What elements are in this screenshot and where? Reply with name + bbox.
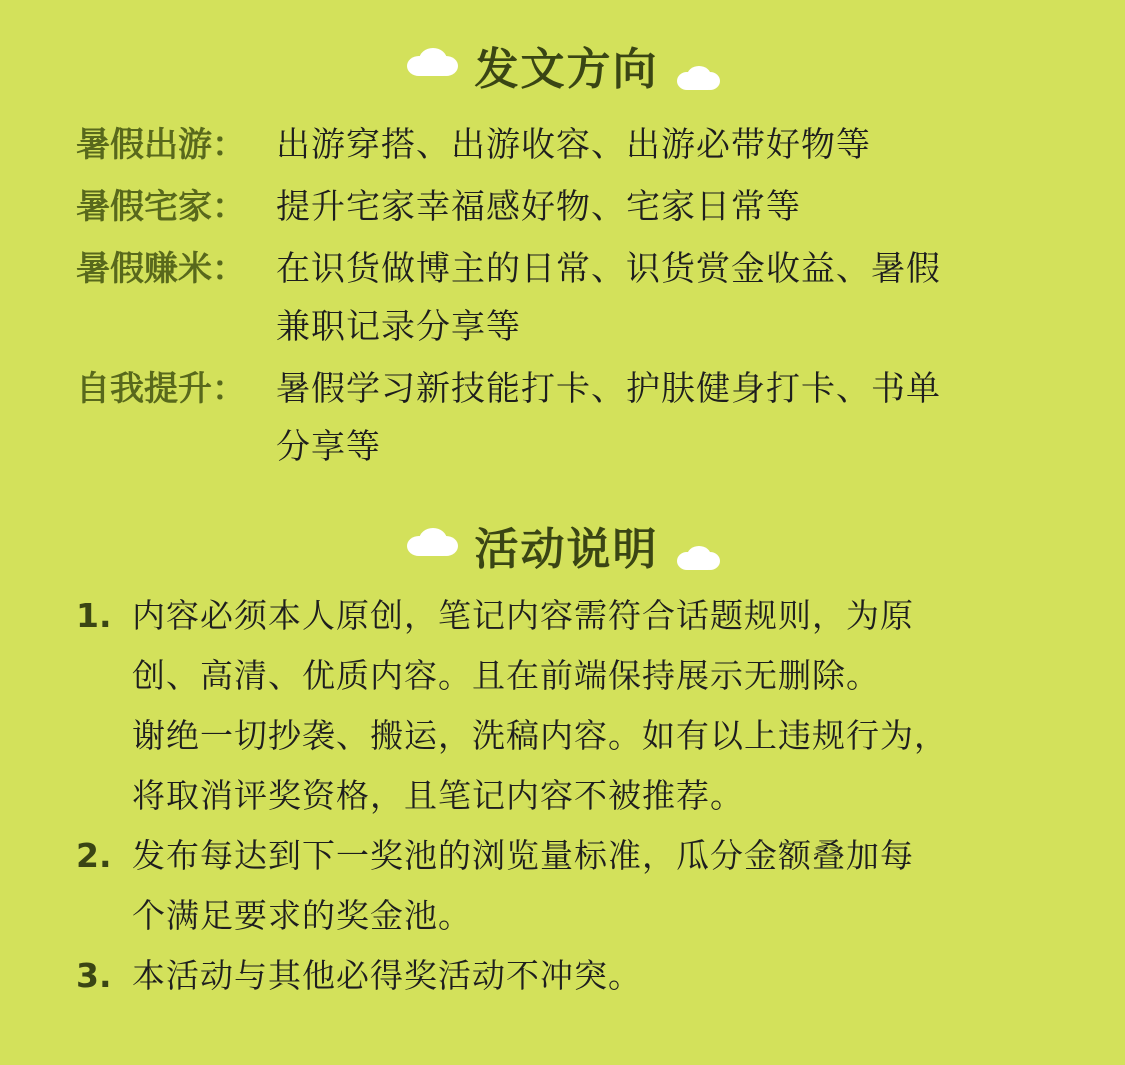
rule-item xyxy=(76,826,1066,946)
rule-line: 个满足要求的奖金池。 xyxy=(132,896,472,935)
rule-line: 本活动与其他必得奖活动不冲突。 xyxy=(132,956,642,995)
direction-item xyxy=(76,178,1076,236)
direction-item xyxy=(76,116,1076,174)
direction-label: 自我提升： xyxy=(76,369,246,409)
direction-line: 出游穿搭、出游收容、出游必带好物等 xyxy=(276,125,871,165)
direction-line: 提升宅家幸福感好物、宅家日常等 xyxy=(276,187,801,227)
section-title-direction xyxy=(0,44,1125,95)
rule-number: 2. xyxy=(76,836,112,875)
direction-line: 在识货做博主的日常、识货赏金收益、暑假 xyxy=(276,249,941,289)
rule-item xyxy=(76,586,1066,826)
direction-text xyxy=(276,240,1076,356)
rule-line: 内容必须本人原创，笔记内容需符合话题规则，为原 xyxy=(132,596,914,635)
direction-item xyxy=(76,240,1076,356)
cloud-icon xyxy=(405,48,459,78)
cloud-icon xyxy=(675,546,721,572)
rules-list xyxy=(76,586,1066,1006)
rule-line: 创、高清、优质内容。且在前端保持展示无删除。 xyxy=(132,656,880,695)
rule-number: 3. xyxy=(76,956,112,995)
direction-line: 分享等 xyxy=(276,427,381,467)
direction-label: 暑假出游： xyxy=(76,125,246,165)
section-title-text: 发文方向 xyxy=(474,44,659,95)
direction-list xyxy=(76,116,1076,480)
cloud-icon xyxy=(675,66,721,92)
rule-line: 将取消评奖资格，且笔记内容不被推荐。 xyxy=(132,776,744,815)
section-title-rules xyxy=(0,524,1125,575)
cloud-icon xyxy=(405,528,459,558)
direction-line: 暑假学习新技能打卡、护肤健身打卡、书单 xyxy=(276,369,941,409)
rule-line: 谢绝一切抄袭、搬运，洗稿内容。如有以上违规行为， xyxy=(132,716,948,755)
rule-line: 发布每达到下一奖池的浏览量标准，瓜分金额叠加每 xyxy=(132,836,914,875)
rule-number: 1. xyxy=(76,596,112,635)
direction-item xyxy=(76,360,1076,476)
rule-item xyxy=(76,946,1066,1006)
direction-label: 暑假赚米： xyxy=(76,249,246,289)
rule-text xyxy=(132,826,1066,946)
direction-text xyxy=(276,360,1076,476)
direction-text xyxy=(276,178,1076,236)
section-title-text: 活动说明 xyxy=(474,524,659,575)
rule-text xyxy=(132,946,1066,1006)
direction-text xyxy=(276,116,1076,174)
direction-line: 兼职记录分享等 xyxy=(276,307,521,347)
rule-text xyxy=(132,586,1066,826)
direction-label: 暑假宅家： xyxy=(76,187,246,227)
